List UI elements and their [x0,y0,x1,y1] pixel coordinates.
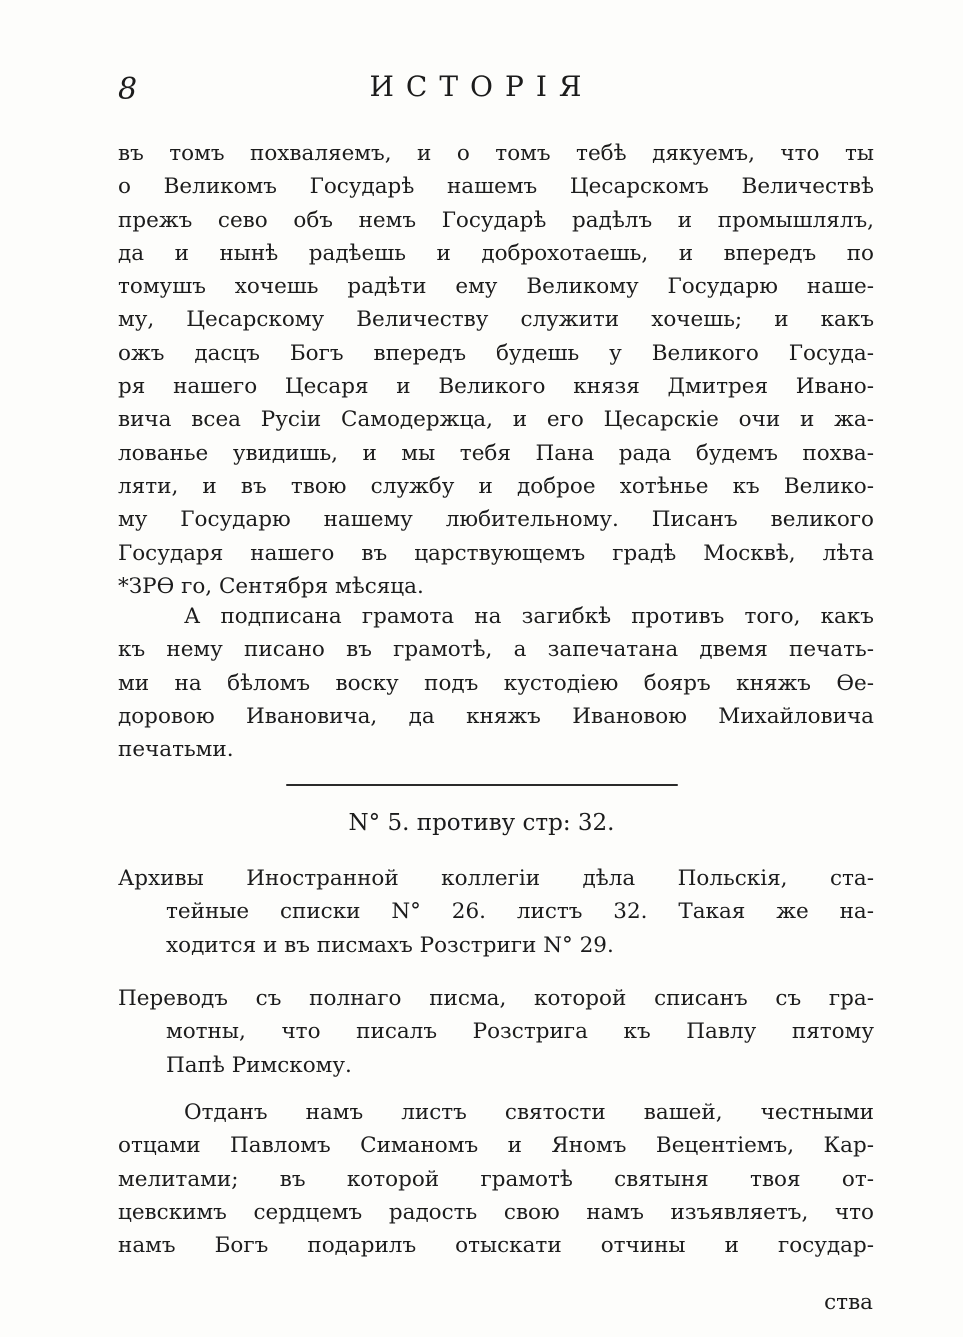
archive-reference [118,862,874,962]
letter-end-paragraph [118,137,874,603]
translation-body [118,1096,874,1262]
text-line: мелитами; въ которой грамотѣ святыня твоя от- [118,1166,874,1192]
text-line: ря нашего Цесаря и Великого князя Дмитрея Ивано- [118,374,874,400]
section-heading: N° 5. противу стр: 32. [348,810,615,836]
text-line: ходится и въ писмахъ Розстриги N° 29. [166,932,614,958]
text-line: въ томъ похваляемъ, и о томъ тебѣ дякуемъ, что ты [118,141,874,166]
text-line: Архивы Иностранной коллегіи дѣла Польскія, ста- [118,866,874,891]
text-line: мотны, что писалъ Розстрига къ Павлу пятому [166,1019,874,1045]
page-number: 8 [118,72,138,107]
text-line: доровою Ивановича, да княжъ Ивановою Михайловича [118,703,874,729]
text-line: лованье увидишь, и мы тебя Пана рада будемъ похва- [118,440,874,466]
text-line: Переводъ съ полнаго писма, которой списанъ съ гра- [118,986,874,1011]
text-line: *ЗРѲ го, Сентября мѣсяца. [118,573,424,599]
text-line: Отданъ намъ листъ святости вашей, честными [184,1100,874,1125]
text-line: Папѣ Римскому. [166,1052,352,1078]
text-line: да и нынѣ радѣешь и доброхотаешь, и впередъ по [118,240,874,266]
text-line: тейные списки N° 26. листъ 32. Такая же на- [166,899,874,925]
translation-title [118,982,874,1082]
running-title: ИСТОРІЯ [369,70,594,103]
text-line: цевскимъ сердцемъ радость свою намъ изъявляетъ, что [118,1199,874,1225]
text-line: о Великомъ Государѣ нашемъ Цесарскомъ Величествѣ [118,174,874,200]
text-line: отцами Павломъ Симаномъ и Яномъ Вецентіемъ, Кар- [118,1133,874,1159]
text-line: Государя нашего въ царствующемъ градѣ Москвѣ, лѣта [118,540,874,566]
text-line: къ нему писано въ грамотѣ, а запечатана двемя печать- [118,637,874,663]
text-line: прежъ сево объ немъ Государѣ радѣлъ и промышлялъ, [118,207,874,233]
signature-note-paragraph [118,600,874,766]
text-line: му, Цесарскому Величеству служити хочешь; и какъ [118,307,874,333]
catchword: ства [824,1290,873,1315]
text-line: томушъ хочешь радѣти ему Великому Государю наше- [118,274,874,300]
section-divider [286,784,678,786]
text-line: печатьми. [118,737,234,763]
text-line: вича всеа Русіи Самодержца, и его Цесарскіе очи и жа- [118,407,874,433]
text-line: ожъ дасцъ Богъ впередъ будешь у Великого Госуда- [118,340,874,366]
text-line: му Государю нашему любительному. Писанъ великого [118,507,874,533]
text-line: ляти, и въ твою службу и доброе хотѣнье къ Велико- [118,473,874,499]
text-line: намъ Богъ подарилъ отыскати отчины и государ- [118,1233,874,1259]
text-line: ми на бѣломъ воску подъ кустодіею бояръ княжъ Ѳе- [118,670,874,696]
text-line: А подписана грамота на загибкѣ противъ того, какъ [184,604,874,629]
